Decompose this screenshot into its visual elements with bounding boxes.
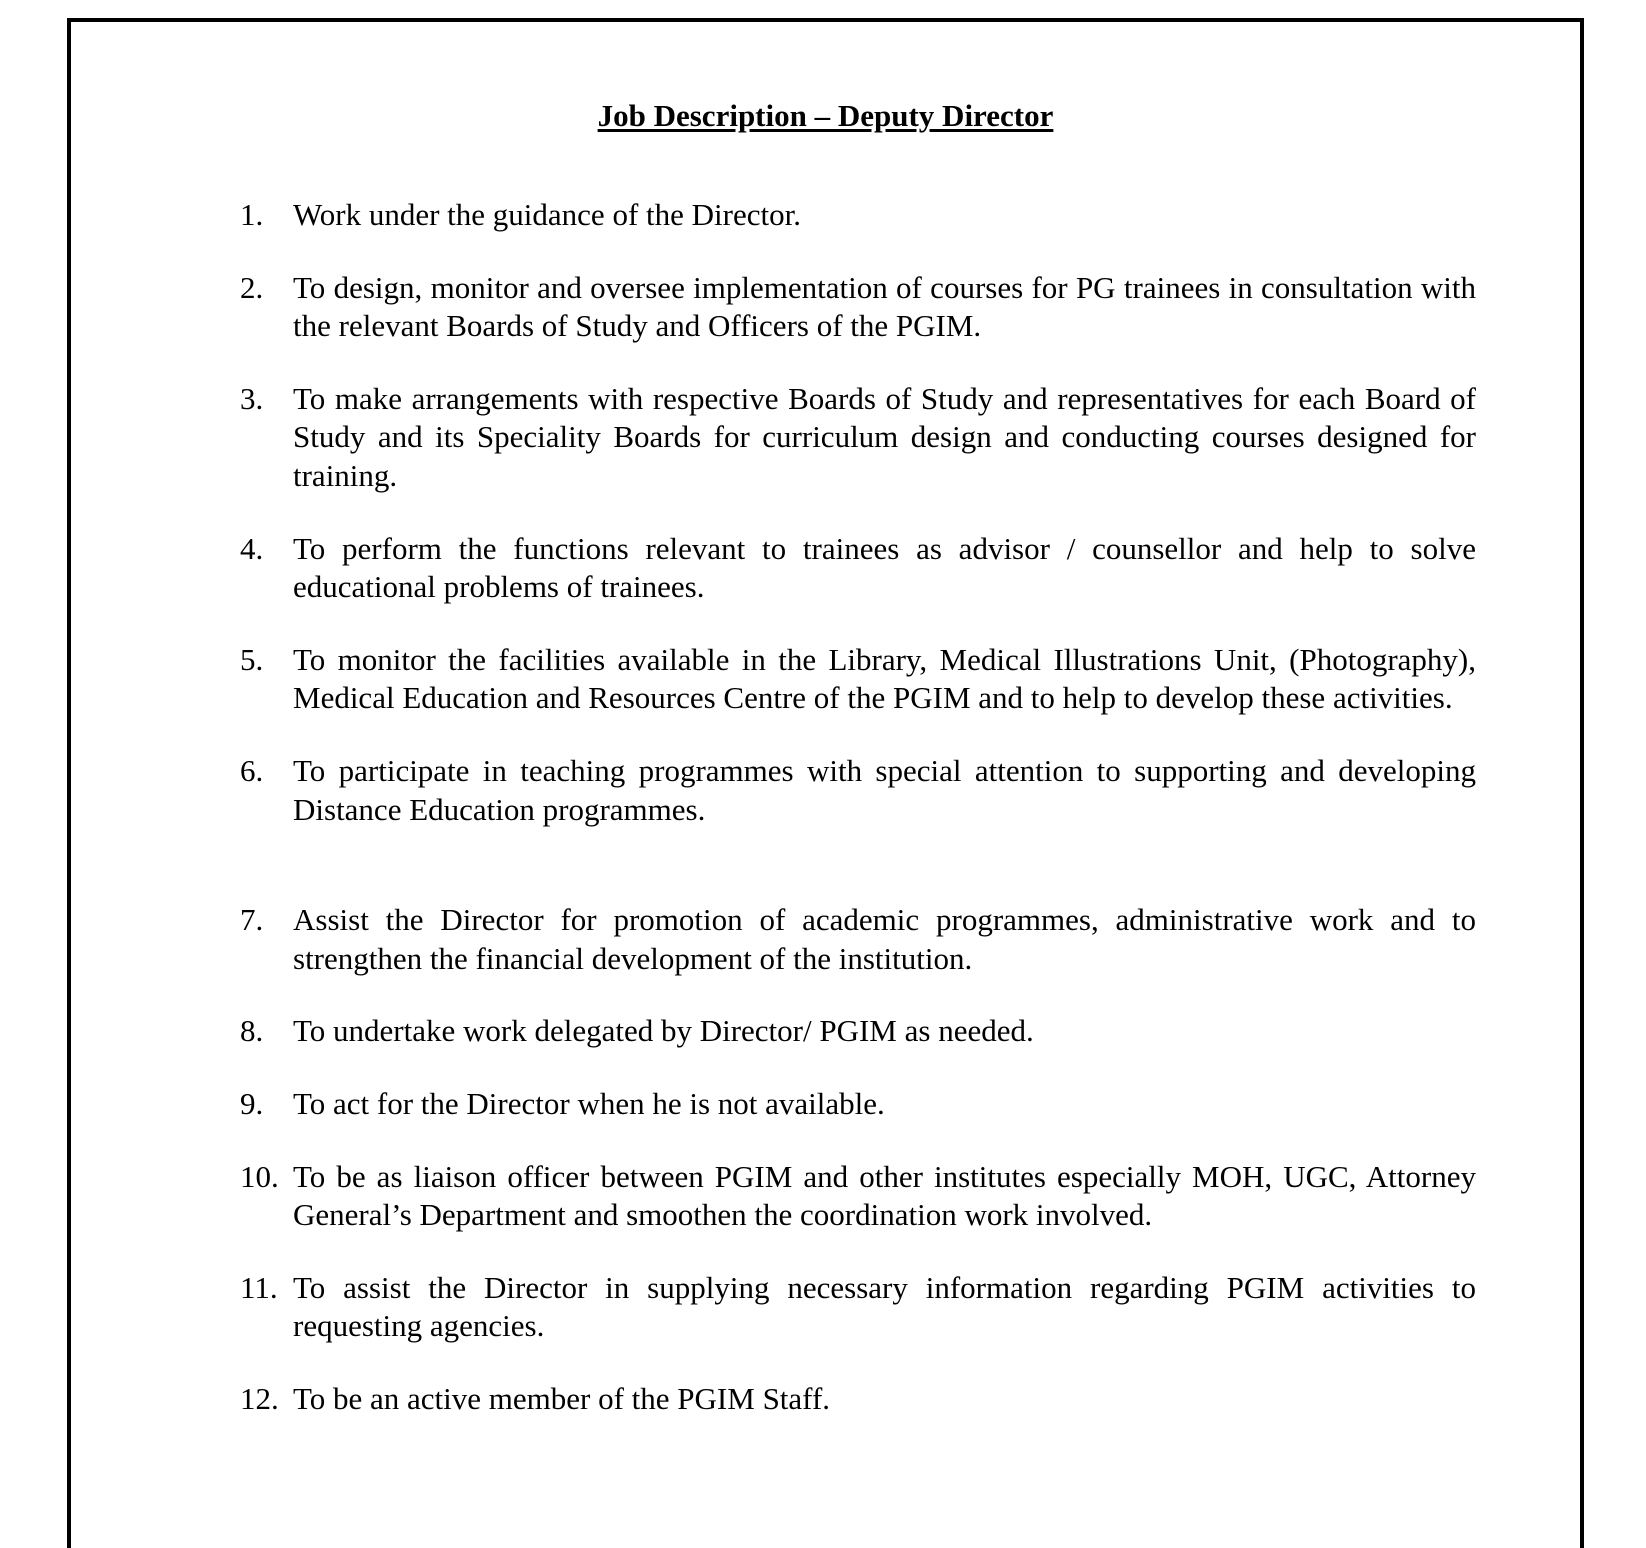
duties-list (240, 196, 1476, 1418)
item-number: 3. (240, 380, 264, 416)
list-item (240, 1085, 1476, 1124)
list-item (240, 1158, 1476, 1235)
item-number: 8. (240, 1013, 264, 1049)
item-number: 4. (240, 530, 264, 566)
list-item (240, 530, 1476, 607)
list-item (240, 269, 1476, 346)
item-number: 2. (240, 269, 264, 305)
item-text: Work under the guidance of the Director. (293, 197, 801, 232)
item-number: 10. (240, 1158, 279, 1194)
item-number: 5. (240, 641, 264, 677)
item-text: To make arrangements with respective Boards of Study and representatives for each Board of Study and its Speciality Boards for curriculum design and conducting courses designed for training. (293, 380, 1476, 493)
list-item (240, 641, 1476, 718)
item-text: To undertake work delegated by Director/ PGIM as needed. (293, 1013, 1034, 1049)
item-text: To assist the Director in supplying necessary information regarding PGIM activities to requesting agencies. (293, 1269, 1476, 1344)
list-item (240, 752, 1476, 829)
list-item (240, 380, 1476, 496)
list-item (240, 1012, 1476, 1051)
item-text: To design, monitor and oversee implementation of courses for PG trainees in consultation with the relevant Boards of Study and Officers of the PGIM. (293, 269, 1476, 344)
item-number: 9. (240, 1085, 264, 1121)
item-text: Assist the Director for promotion of academic programmes, administrative work and to strengthen the financial development of the institution. (293, 902, 1476, 976)
item-number: 1. (240, 197, 264, 232)
list-item (240, 901, 1476, 978)
item-text: To act for the Director when he is not available. (293, 1085, 885, 1121)
item-text: To participate in teaching programmes with special attention to supporting and developing Distance Education programmes. (293, 752, 1476, 827)
item-text: To be an active member of the PGIM Staff. (293, 1380, 831, 1416)
item-text: To perform the functions relevant to trainees as advisor / counsellor and help to solve educational problems of trainees. (293, 530, 1476, 605)
list-item (240, 1380, 1476, 1419)
item-text: To be as liaison officer between PGIM and other institutes especially MOH, UGC, Attorney General’s Department and smoothen the coordination work involved. (293, 1158, 1476, 1233)
item-number: 7. (240, 902, 264, 938)
item-text: To monitor the facilities available in the Library, Medical Illustrations Unit, (Photography), Medical Education and Resources Centre of the PGIM and to help to develop these activities. (293, 641, 1476, 716)
item-number: 6. (240, 752, 264, 788)
list-item (240, 196, 1476, 235)
document-title: Job Description – Deputy Director (597, 98, 1054, 133)
list-item (240, 1269, 1476, 1346)
item-number: 12. (240, 1380, 279, 1416)
item-number: 11. (240, 1269, 278, 1305)
